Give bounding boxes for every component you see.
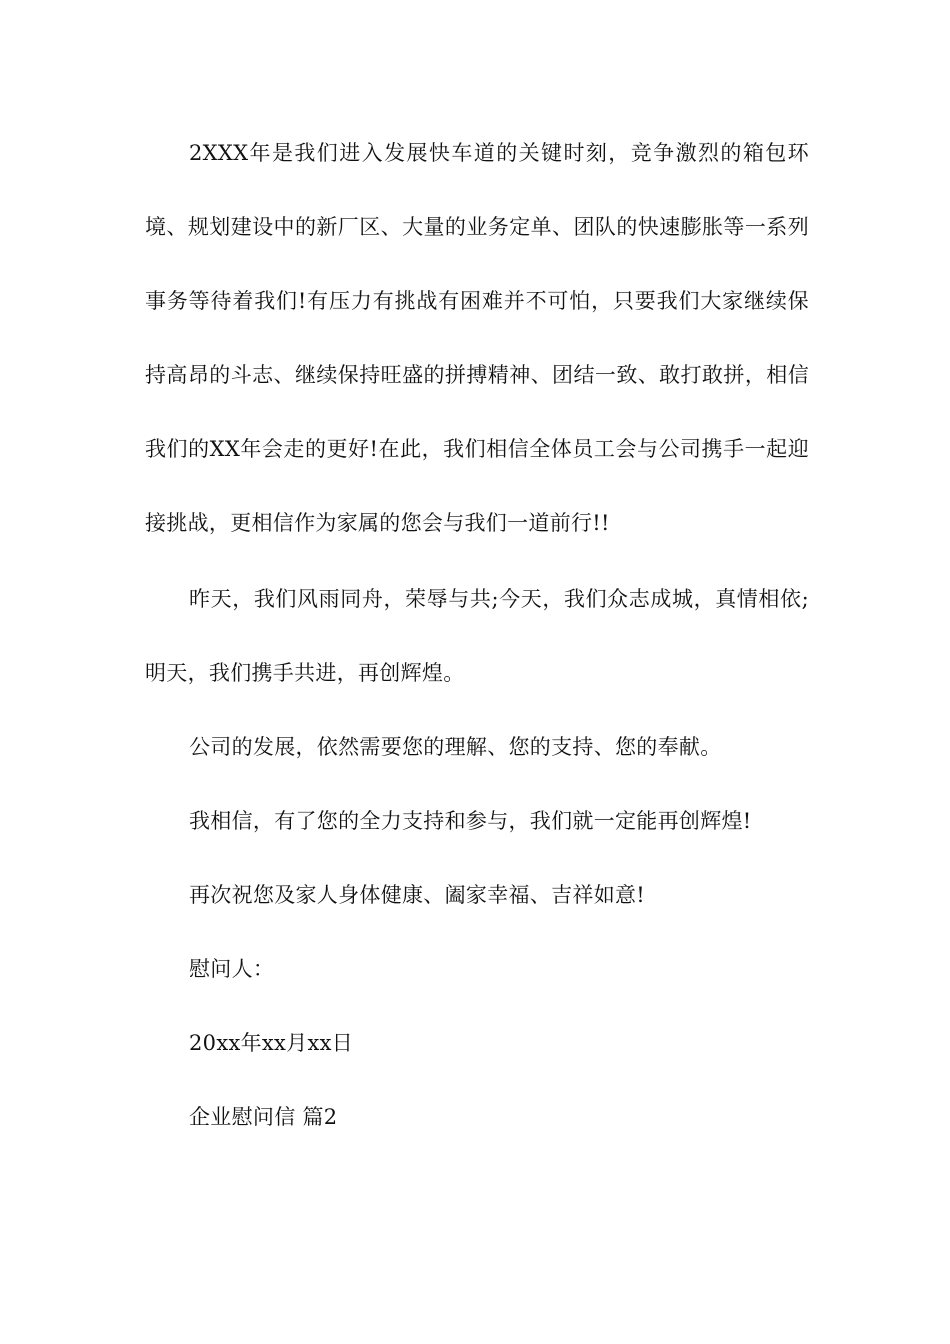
letter-date: 20xx年xx月xx日 [189,1031,354,1055]
body-paragraph-3: 公司的发展，依然需要您的理解、您的支持、您的奉献。 [189,735,722,759]
body-paragraph-2: 昨天，我们风雨同舟，荣辱与共;今天，我们众志成城，真情相依;明天，我们携手共进，再创辉煌。 [145,587,809,685]
closing-wishes: 再次祝您及家人身体健康、阖家幸福、吉祥如意! [189,883,646,907]
body-paragraph-1: 2XXX年是我们进入发展快车道的关键时刻，竞争激烈的箱包环境、规划建设中的新厂区、大量的业务定单、团队的快速膨胀等一系列事务等待着我们!有压力有挑战有困难并不可怕，只要我们大家继续保持高昂的斗志、继续保持旺盛的拼搏精神、团结一致、敢打敢拼，相信我们的XX年会走的更好!在此，我们相信全体员工会与公司携手一起迎接挑战，更相信作为家属的您会与我们一道前行!! [145,141,809,535]
signature-label: 慰问人： [189,957,275,981]
body-paragraph-4: 我相信，有了您的全力支持和参与，我们就一定能再创辉煌! [189,809,752,833]
section-heading: 企业慰问信 篇2 [189,1105,338,1129]
